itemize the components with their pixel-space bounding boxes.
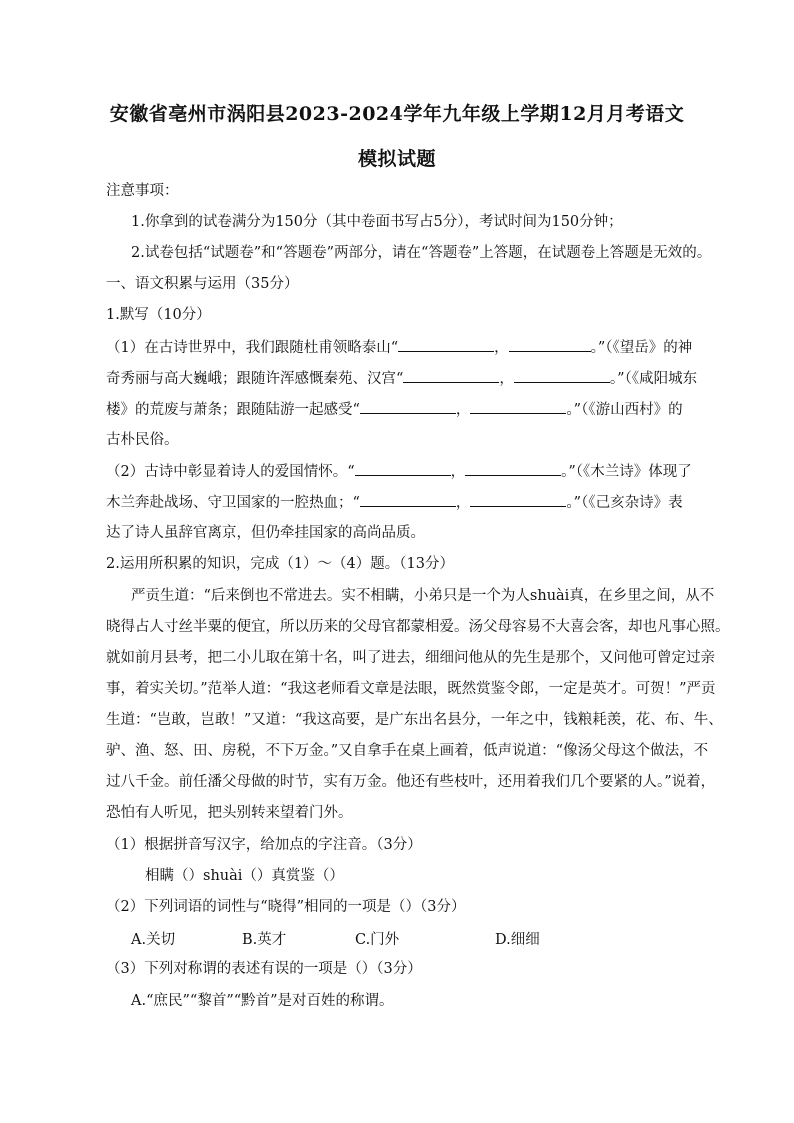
option-c[interactable]: C.门外 xyxy=(355,932,400,948)
q2-sub2: （2）下列词语的词性与“晓得”相同的一项是（）（3分） xyxy=(106,899,466,915)
answer-blank[interactable] xyxy=(360,492,456,507)
answer-blank[interactable] xyxy=(403,368,499,383)
passage-line: 驴、渔、怒、田、房税，不下万金。”又自拿手在桌上画着，低声说道：“像汤父母这个做法，不 xyxy=(106,743,709,759)
passage-line: 恐怕有人听见，把头别转来望着门外。 xyxy=(106,805,353,821)
text-segment: 奇秀丽与高大巍峨；跟随许浑感慨秦苑、汉宫“ xyxy=(106,371,404,387)
question-2-heading: 2.运用所积累的知识，完成（1）～（4）题。（13分） xyxy=(106,556,454,572)
answer-blank[interactable] xyxy=(470,492,566,507)
answer-blank[interactable] xyxy=(398,337,494,352)
text-segment: 。”（《咸阳城东 xyxy=(609,371,698,387)
q1-part1-line4: 古朴民俗。 xyxy=(106,432,179,448)
notice-item-1: 1.你拿到的试卷满分为150分（其中卷面书写占5分），考试时间为150分钟； xyxy=(131,214,623,230)
question-1-heading: 1.默写（10分） xyxy=(106,307,211,323)
passage-line: 严贡生道：“后来倒也不常进去。实不相瞒，小弟只是一个为人shuài真，在乡里之间，从不 xyxy=(131,588,715,604)
option-b[interactable]: B.英才 xyxy=(242,932,287,948)
exam-title: 安徽省亳州市涡阳县2023-2024学年九年级上学期12月月考语文 xyxy=(109,103,685,125)
section-heading: 一、语文积累与运用（35分） xyxy=(106,276,299,292)
text-segment: 楼》的荒废与萧条；跟随陆游一起感受“ xyxy=(106,402,360,418)
passage-line: 就如前月县考，把二小儿取在第十名，叫了进去，细细问他从的先生是那个，又问他可曾定过亲 xyxy=(106,650,715,666)
text-segment: ， xyxy=(450,464,466,480)
q2-sub1-items: 相瞒（）shuài（）真赏鉴（） xyxy=(145,868,344,884)
q1-part1-line1 xyxy=(106,337,696,358)
passage-line: 生道：“岂敢，岂敢！”又道：“我这高要，是广东出名县分，一年之中，钱粮耗羡，花、布、牛、 xyxy=(106,712,723,728)
answer-blank[interactable] xyxy=(509,337,591,352)
notice-item-2: 2.试卷包括“试题卷”和“答题卷”两部分，请在“答题卷”上答题，在试题卷上答题是无效的。 xyxy=(131,245,712,261)
answer-blank[interactable] xyxy=(470,399,566,414)
text-segment: 。”（《望岳》的神 xyxy=(590,340,693,356)
text-segment: ， xyxy=(455,402,471,418)
text-segment: （1）在古诗世界中，我们跟随杜甫领略泰山“ xyxy=(106,340,399,356)
q1-part2-line2 xyxy=(106,492,696,513)
text-segment: 木兰奔赴战场、守卫国家的一腔热血；“ xyxy=(106,495,360,511)
passage-line: 晓得占人寸丝半粟的便宜，所以历来的父母官都蒙相爱。汤父母容易不大喜会客，却也凡事心照。 xyxy=(106,619,730,635)
answer-blank[interactable] xyxy=(514,368,610,383)
text-segment: 。”（《游山西村》的 xyxy=(566,402,683,418)
text-segment: ， xyxy=(455,495,471,511)
text-segment: 。”（《己亥杂诗》表 xyxy=(566,495,683,511)
passage-line: 过八千金。前任潘父母做的时节，实有万金。他还有些枝叶，还用着我们几个要紧的人。”说着， xyxy=(106,774,716,790)
option-a[interactable]: A.关切 xyxy=(131,932,176,948)
q1-part1-line2 xyxy=(106,368,696,389)
text-segment: （2）古诗中彰显着诗人的爱国情怀。“ xyxy=(106,464,355,480)
q2-sub3-option-a[interactable]: A.“庶民”“黎首”“黔首”是对百姓的称谓。 xyxy=(131,993,394,1009)
answer-blank[interactable] xyxy=(355,461,451,476)
text-segment: ， xyxy=(499,371,514,387)
answer-blank[interactable] xyxy=(465,461,561,476)
q1-part2-line1 xyxy=(106,461,696,482)
notice-heading: 注意事项： xyxy=(106,183,179,199)
answer-blank[interactable] xyxy=(360,399,456,414)
text-segment: ， xyxy=(494,340,509,356)
q1-part2-line3: 达了诗人虽辞官离京，但仍牵挂国家的高尚品质。 xyxy=(106,525,425,541)
q1-part1-line3 xyxy=(106,399,696,420)
q2-sub3: （3）下列对称谓的表述有误的一项是（）（3分） xyxy=(106,961,422,977)
text-segment: 。”（《木兰诗》体现了 xyxy=(561,464,692,480)
passage-line: 事，着实关切。”范举人道：“我这老师看文章是法眼，既然赏鉴令郎，一定是英才。可贺！”严贡 xyxy=(106,681,716,697)
option-d[interactable]: D.细细 xyxy=(495,932,540,948)
exam-subtitle: 模拟试题 xyxy=(357,148,436,170)
q2-sub1: （1）根据拼音写汉字，给加点的字注音。（3分） xyxy=(106,837,422,853)
